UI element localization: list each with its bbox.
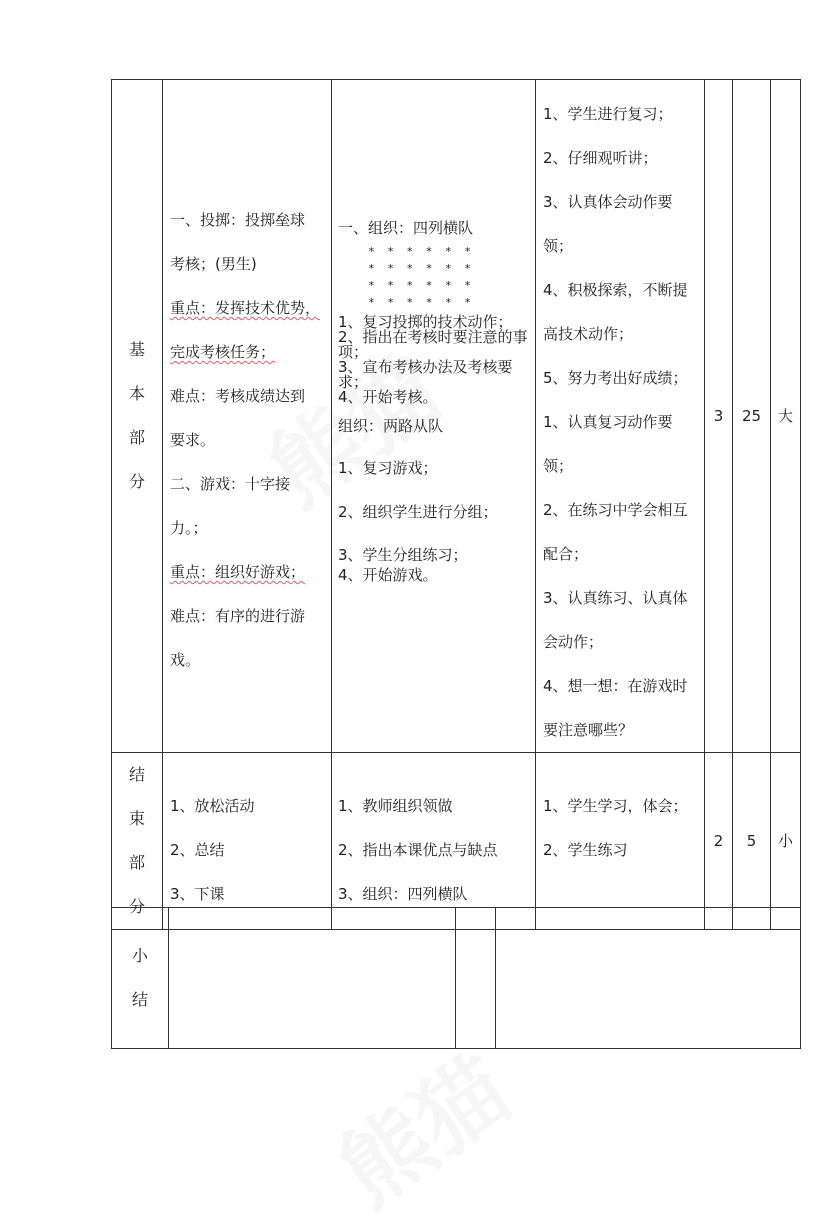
student-line: 高技术动作； xyxy=(543,325,634,343)
lesson-plan-table xyxy=(111,79,801,930)
content-line: 要求。 xyxy=(170,431,216,449)
student-line: 2、仔细观听讲； xyxy=(543,149,658,167)
end-student-cell xyxy=(536,753,705,930)
teacher-step: 3、学生分组练习； xyxy=(338,546,468,564)
main-content-cell xyxy=(163,80,332,753)
times-value: 2 xyxy=(705,753,733,930)
summary-cell xyxy=(496,908,801,1049)
teacher-step: 4、开始考核。 xyxy=(338,388,438,406)
teacher-step: 2、组织学生进行分组； xyxy=(338,503,498,521)
student-line: 3、认真体会动作要 xyxy=(543,193,673,211)
content-line: 戏。 xyxy=(170,651,201,669)
end-section-label: 结 束 部 分 xyxy=(112,753,163,930)
organization-line: 组织：两路从队 xyxy=(338,417,444,435)
minutes-value: 25 xyxy=(733,80,771,753)
teacher-step: 1、复习投掷的技术动作； xyxy=(338,313,513,331)
content-line: 考核；(男生) xyxy=(170,255,257,273)
content-line: 3、下课 xyxy=(170,885,225,903)
content-line: 重点：发挥技术优势， xyxy=(170,299,321,317)
organization-line: 一、组织：四列横队 xyxy=(338,219,474,237)
intensity-value: 小 xyxy=(771,753,801,930)
content-line: 二、游戏：十字接力。； xyxy=(170,475,291,537)
end-teacher-cell xyxy=(332,753,536,930)
minutes-value: 5 xyxy=(733,753,771,930)
content-line: 难点：考核成绩达到 xyxy=(170,387,306,405)
content-line: 一、投掷：投掷垒球 xyxy=(170,211,306,229)
teacher-step: 4、开始游戏。 xyxy=(338,566,438,584)
student-line: 2、学生练习 xyxy=(543,841,628,859)
student-line: 3、认真练习、认真体 xyxy=(543,589,688,607)
student-line: 2、在练习中学会相互 xyxy=(543,501,688,519)
content-line: 2、总结 xyxy=(170,841,225,859)
summary-cell xyxy=(456,908,496,1049)
student-line: 4、积极探索，不断提 xyxy=(543,281,688,299)
end-section-row xyxy=(112,753,801,930)
student-line: 会动作； xyxy=(543,633,604,651)
content-line: 1、放松活动 xyxy=(170,797,255,815)
end-content-cell xyxy=(163,753,332,930)
main-section-row xyxy=(112,80,801,753)
summary-label: 小 结 xyxy=(112,908,169,1049)
student-line: 1、学生学习，体会； xyxy=(543,797,688,815)
summary-cell xyxy=(169,908,456,1049)
teacher-activity-cell xyxy=(332,80,536,753)
student-line: 领； xyxy=(543,457,574,475)
teacher-step: 2、指出本课优点与缺点 xyxy=(338,841,498,859)
times-value: 3 xyxy=(705,80,733,753)
content-line: 完成考核任务； xyxy=(170,343,276,361)
main-section-label: 基 本 部 分 xyxy=(112,80,163,753)
intensity-value: 大 xyxy=(771,80,801,753)
content-line: 难点：有序的进行游 xyxy=(170,607,306,625)
student-activity-cell xyxy=(536,80,705,753)
student-line: 1、学生进行复习； xyxy=(543,105,673,123)
teacher-step: 1、教师组织领做 xyxy=(338,797,453,815)
teacher-step: 1、复习游戏； xyxy=(338,459,438,477)
teacher-step: 3、组织：四列横队 xyxy=(338,885,468,903)
student-line: 领； xyxy=(543,237,574,255)
student-line: 配合； xyxy=(543,545,589,563)
summary-table xyxy=(111,907,801,1049)
student-line: 5、努力考出好成绩； xyxy=(543,369,688,387)
teacher-step: 2、指出在考核时要注意的事项； xyxy=(338,328,528,361)
formation-diagram: * * * * * * * * * * * * * * * * * * * * * * * * xyxy=(368,245,474,309)
watermark xyxy=(309,1020,531,1230)
student-line: 1、认真复习动作要 xyxy=(543,413,673,431)
teacher-step: 3、宣布考核办法及考核要求； xyxy=(338,358,513,391)
student-line: 要注意哪些？ xyxy=(543,721,634,739)
content-line: 重点：组织好游戏； xyxy=(170,563,306,581)
student-line: 4、想一想：在游戏时 xyxy=(543,677,688,695)
